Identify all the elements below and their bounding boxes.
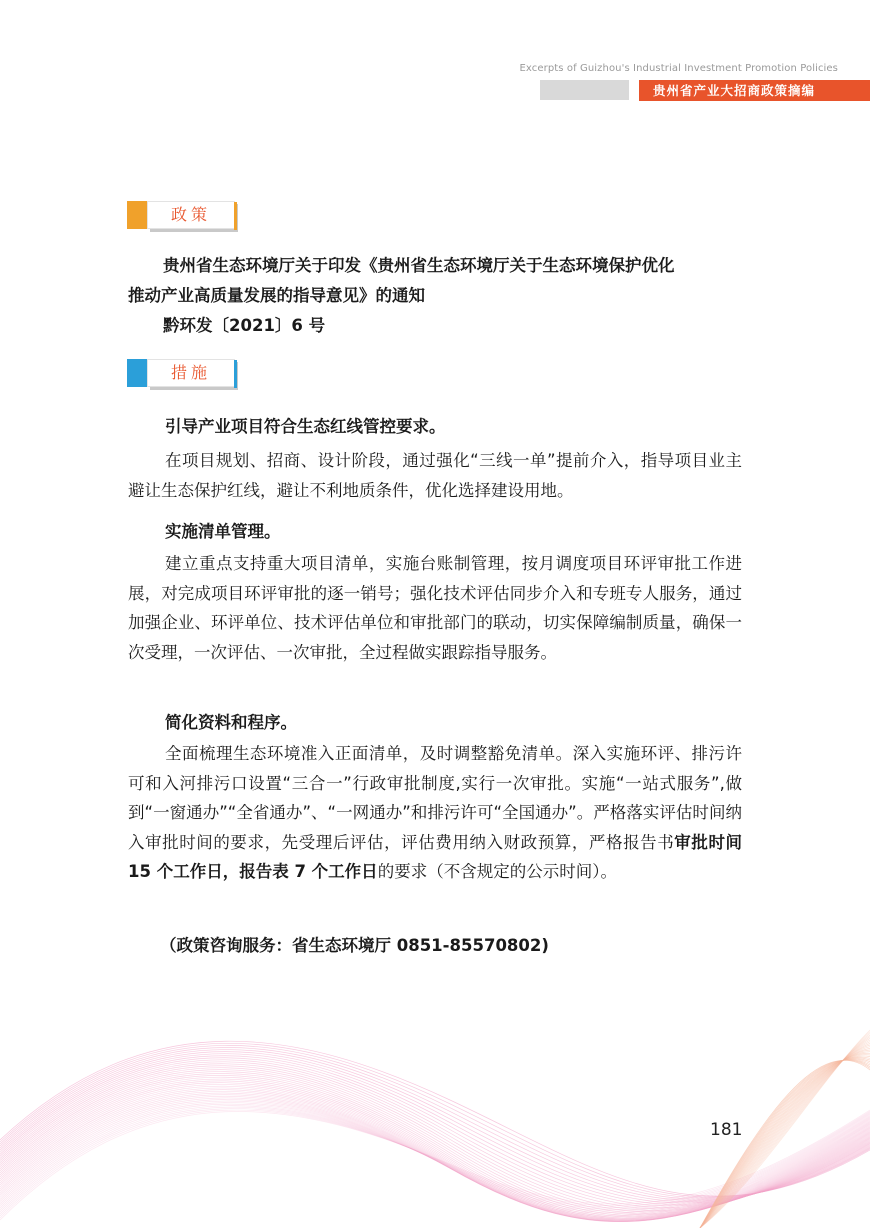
- section-body-3-part2: 的要求（不含规定的公示时间）。: [377, 862, 617, 881]
- policy-doc-number: 黔环发〔2021〕6 号: [163, 316, 326, 335]
- header-gray-bar: [540, 80, 629, 100]
- section-body-3: [128, 739, 742, 887]
- measures-tag-box: [147, 359, 235, 387]
- section-body-3-bold: 审批时间 15 个工作日，报告表 7 个工作日: [128, 832, 743, 881]
- measures-tag-label: 措施: [170, 363, 211, 382]
- wave-line: [0, 1083, 870, 1222]
- policy-title-line1: 贵州省生态环境厅关于印发《贵州省生态环境厅关于生态环境保护优化: [163, 256, 675, 275]
- header-chinese-title: 贵州省产业大招商政策摘编: [639, 80, 870, 101]
- wave-line: [0, 1086, 870, 1222]
- measures-tag-bar: [234, 360, 237, 388]
- section-heading-2: 实施清单管理。: [165, 522, 281, 541]
- policy-tag-bar: [234, 202, 237, 230]
- policy-tag-label: 政策: [170, 205, 211, 224]
- contact-info: （政策咨询服务：省生态环境厅 0851-85570802): [160, 936, 549, 955]
- section-body-2: 建立重点支持重大项目清单，实施台账制管理，按月调度项目环评审批工作进展，对完成项目环评审批的逐一销号；强化技术评估同步介入和专班专人服务，通过加强企业、环评单位、技术评估单位和审批部门的联动，切实保障编制质量，确保一次受理，一次评估、一次审批，全过程做实跟踪指导服务。: [128, 554, 742, 662]
- section-body-3-part1: 全面梳理生态环境准入正面清单，及时调整豁免清单。深入实施环评、排污许可和入河排污口设置“三合一”行政审批制度,实行一次审批。实施“一站式服务”,做到“一窗通办”“全省通办”、“一网通办”和排污许可“全国通办”。严格落实评估时间纳入审批时间的要求，先受理后评估，评估费用纳入财政预算，严格报告书: [128, 744, 742, 852]
- policy-tag-box: [147, 201, 235, 229]
- section-heading-1: 引导产业项目符合生态红线管控要求。: [165, 417, 446, 436]
- section-body-1: 在项目规划、招商、设计阶段，通过强化“三线一单”提前介入，指导项目业主避让生态保护红线，避让不利地质条件，优化选择建设用地。: [128, 451, 742, 500]
- policy-tag: [127, 201, 237, 231]
- header-english-title: Excerpts of Guizhou's Industrial Investment Promotion Policies: [519, 63, 838, 74]
- measures-tag: [127, 359, 237, 389]
- section-heading-3: 简化资料和程序。: [165, 713, 297, 732]
- page-number: 181: [710, 1120, 743, 1140]
- policy-title-line2: 推动产业高质量发展的指导意见》的通知: [128, 286, 425, 305]
